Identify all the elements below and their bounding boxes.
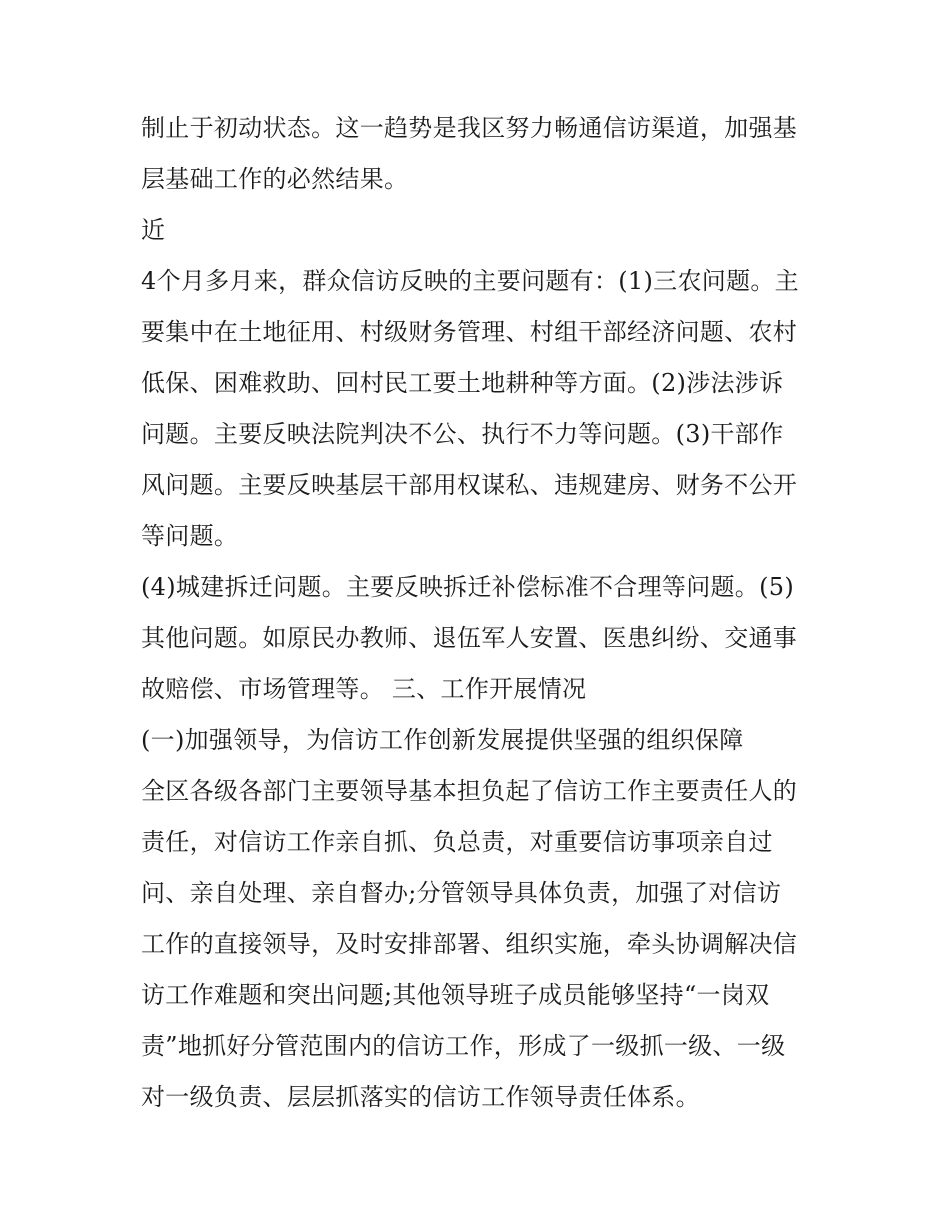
text-line: 近 xyxy=(141,216,166,244)
text-line: (一)加强领导，为信访工作创新发展提供坚强的组织保障 xyxy=(141,726,744,754)
text-line: 问题。主要反映法院判决不公、执行不力等问题。(3)干部作 xyxy=(141,420,784,448)
text-line: 全区各级各部门主要领导基本担负起了信访工作主要责任人的 xyxy=(141,777,798,805)
text-line: 问、亲自处理、亲自督办;分管领导具体负责，加强了对信访 xyxy=(141,879,782,907)
text-line: 工作的直接领导，及时安排部署、组织实施，牵头协调解决信 xyxy=(141,930,798,958)
text-line: 对一级负责、层层抓落实的信访工作领导责任体系。 xyxy=(141,1083,700,1111)
text-line: 故赔偿、市场管理等。 三、工作开展情况 xyxy=(141,675,587,703)
text-line: 责任，对信访工作亲自抓、负总责，对重要信访事项亲自过 xyxy=(141,828,773,856)
text-line: 访工作难题和突出问题;其他领导班子成员能够坚持“一岗双 xyxy=(141,981,770,1009)
text-line: 其他问题。如原民办教师、退伍军人安置、医患纠纷、交通事 xyxy=(141,624,798,652)
text-line: (4)城建拆迁问题。主要反映拆迁补偿标准不合理等问题。(5) xyxy=(141,573,794,601)
text-line: 风问题。主要反映基层干部用权谋私、违规建房、财务不公开 xyxy=(141,471,798,499)
text-line: 等问题。 xyxy=(141,522,239,550)
text-line: 制止于初动状态。这一趋势是我区努力畅通信访渠道，加强基 xyxy=(141,114,798,142)
text-line: 责”地抓好分管范围内的信访工作，形成了一级抓一级、一级 xyxy=(141,1032,786,1060)
text-line: 低保、困难救助、回村民工要土地耕种等方面。(2)涉法涉诉 xyxy=(141,369,784,397)
text-line: 4个月多月来，群众信访反映的主要问题有：(1)三农问题。主 xyxy=(141,267,799,295)
text-line: 要集中在土地征用、村级财务管理、村组干部经济问题、农村 xyxy=(141,318,798,346)
text-line: 层基础工作的必然结果。 xyxy=(141,165,409,193)
